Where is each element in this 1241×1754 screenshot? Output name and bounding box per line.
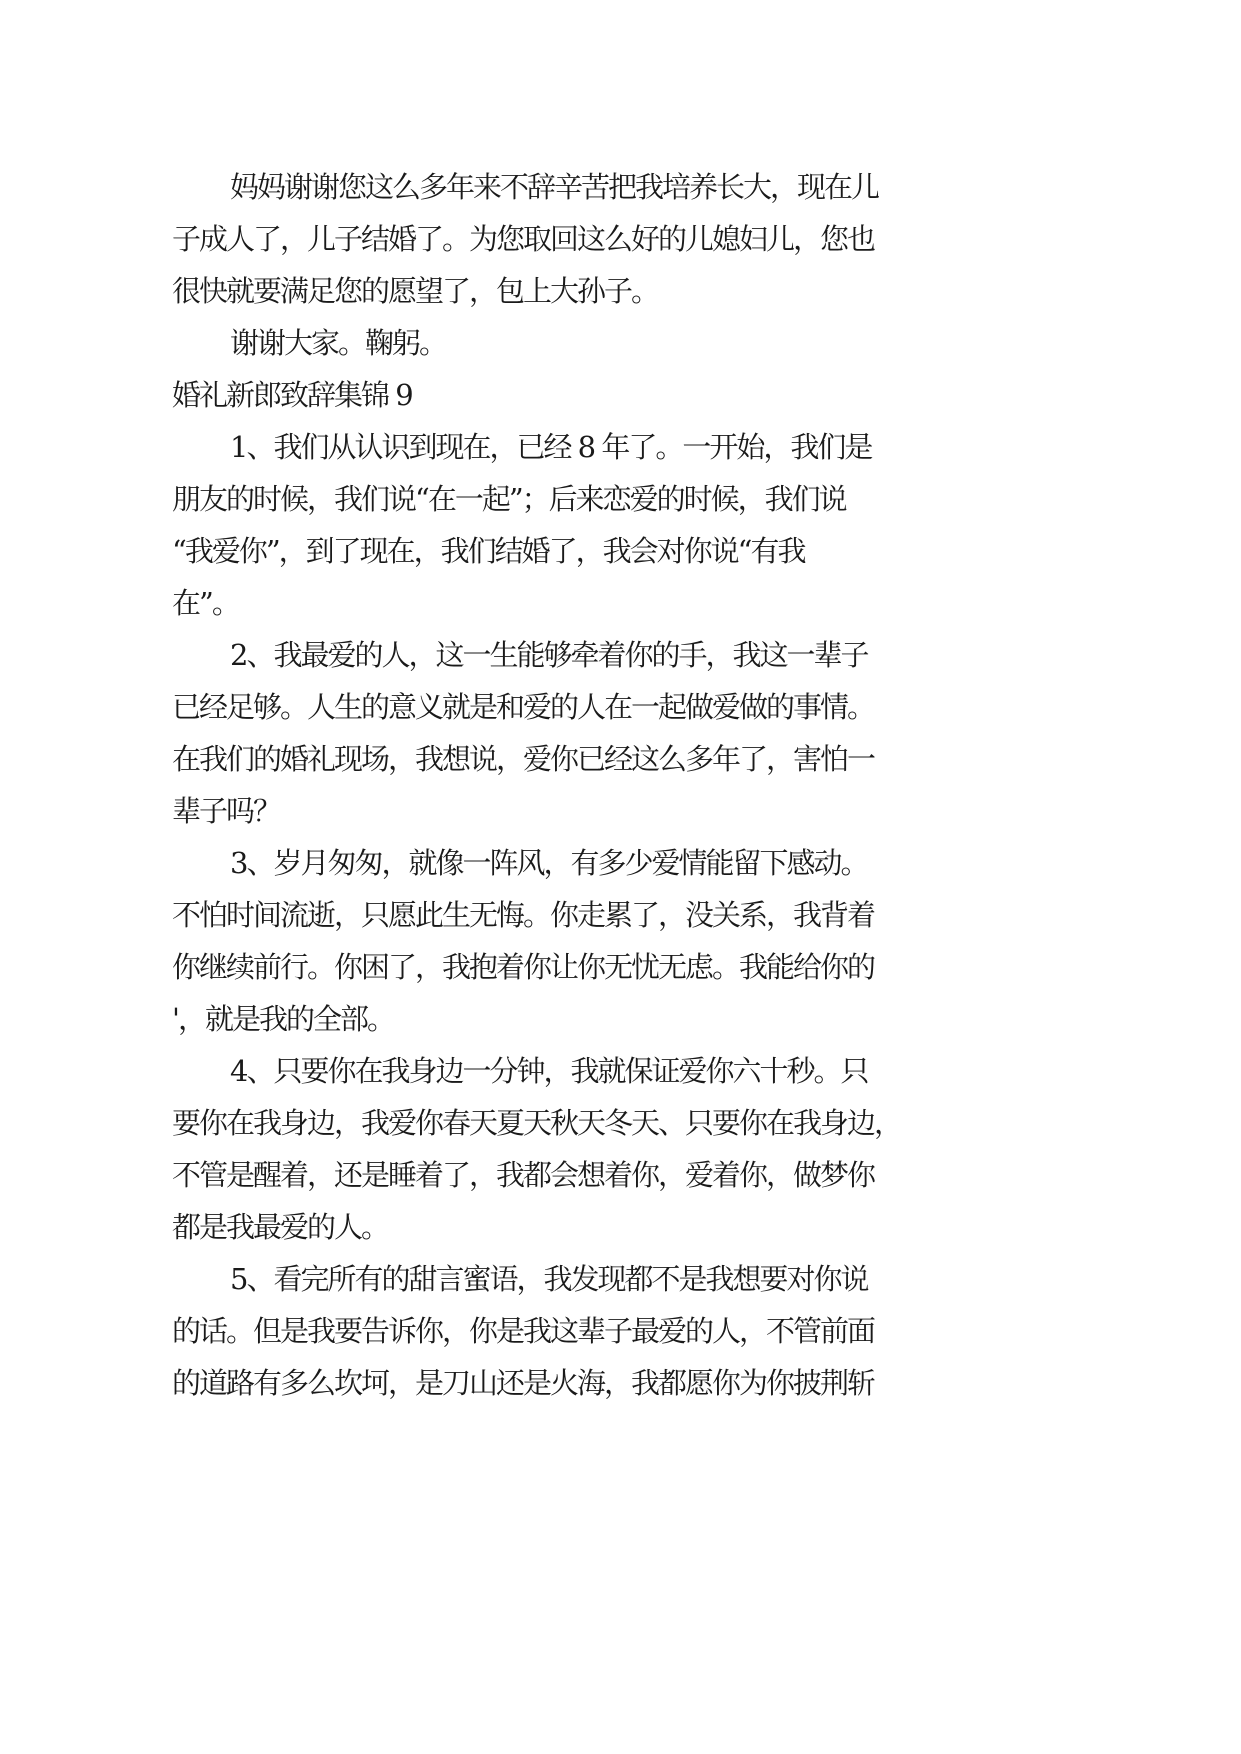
paragraph-line: 5、看完所有的甜言蜜语，我发现都不是我想要对你说 (230, 1262, 868, 1296)
paragraph-line: 2、我最爱的人，这一生能够牵着你的手，我这一辈子 (230, 638, 868, 672)
paragraph-line: 要你在我身边，我爱你春天夏天秋天冬天、只要你在我身边， (172, 1106, 902, 1140)
paragraph-line: 不管是醒着，还是睡着了，我都会想着你，爱着你，做梦你 (172, 1158, 875, 1192)
paragraph-line: 3、岁月匆匆，就像一阵风，有多少爱情能留下感动。 (230, 846, 868, 880)
paragraph-line: 子成人了，儿子结婚了。为您取回这么好的儿媳妇儿，您也 (172, 222, 875, 256)
paragraph-line: 的道路有多么坎坷，是刀山还是火海，我都愿你为你披荆斩 (172, 1366, 875, 1400)
paragraph-line: '，就是我的全部。 (172, 1002, 394, 1036)
paragraph-line: 妈妈谢谢您这么多年来不辞辛苦把我培养长大，现在儿 (230, 170, 879, 204)
section-heading: 婚礼新郎致辞集锦 9 (172, 378, 412, 412)
paragraph-line: 已经足够。人生的意义就是和爱的人在一起做爱做的事情。 (172, 690, 875, 724)
paragraph-line: 谢谢大家。鞠躬。 (230, 326, 447, 360)
paragraph-line: 辈子吗？ (172, 794, 281, 828)
paragraph-line: 朋友的时候，我们说“在一起”；后来恋爱的时候，我们说 (172, 482, 846, 516)
paragraph-line: 1、我们从认识到现在，已经 8 年了。一开始，我们是 (230, 430, 872, 464)
paragraph-line: 在我们的婚礼现场，我想说，爱你已经这么多年了，害怕一 (172, 742, 875, 776)
paragraph-line: 在”。 (172, 586, 239, 620)
paragraph-line: 的话。但是我要告诉你，你是我这辈子最爱的人，不管前面 (172, 1314, 875, 1348)
paragraph-line: 很快就要满足您的愿望了，包上大孙子。 (172, 274, 659, 308)
paragraph-line: 4、只要你在我身边一分钟，我就保证爱你六十秒。只 (230, 1054, 868, 1088)
paragraph-line: “我爱你”，到了现在，我们结婚了，我会对你说“有我 (172, 534, 805, 568)
paragraph-line: 不怕时间流逝，只愿此生无悔。你走累了，没关系，我背着 (172, 898, 875, 932)
paragraph-line: 都是我最爱的人。 (172, 1210, 389, 1244)
paragraph-line: 你继续前行。你困了，我抱着你让你无忧无虑。我能给你的 (172, 950, 875, 984)
